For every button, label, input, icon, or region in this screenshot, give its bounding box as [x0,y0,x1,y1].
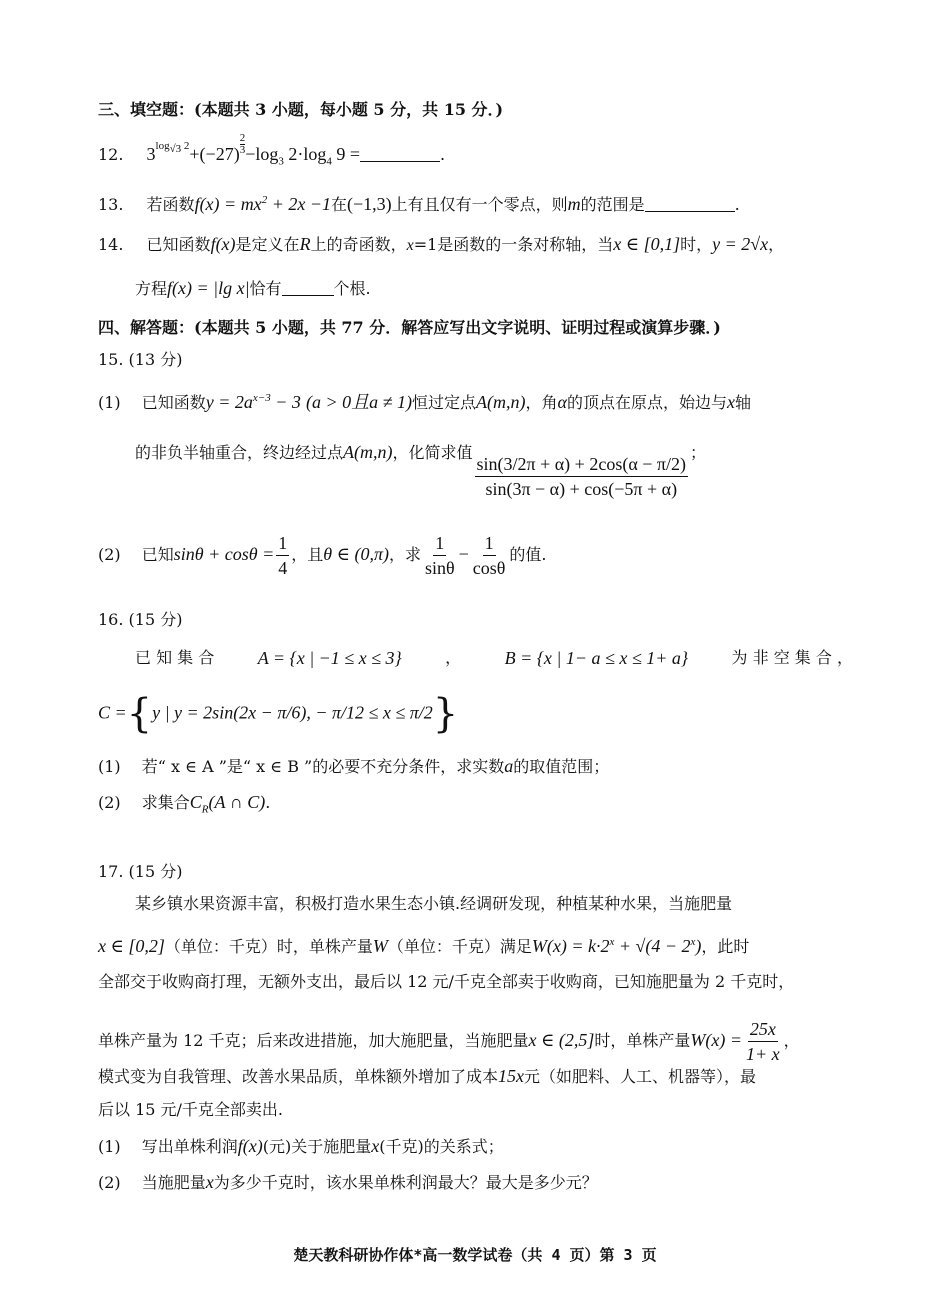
q15-part-2 [98,532,546,579]
q15-p2-text-4: 的值. [509,545,547,564]
q13-answer-blank[interactable] [645,195,735,212]
q17-l2-formula-exp2: x [690,936,696,948]
q15-p2-frac-2-num: 1 [483,532,496,556]
q16-p1-a: a [504,756,514,776]
q16-part-2 [98,792,270,820]
q13-end: . [734,195,740,214]
q15-p1-func-rest: − 3 [270,392,301,412]
q17-line-5 [98,1066,756,1087]
q16-part-1 [98,756,609,777]
q15-p1-fraction [475,453,688,500]
q17-part-2 [98,1172,598,1193]
q17-p2-text-1: 当施肥量 [141,1173,206,1192]
q12-end: . [440,145,446,164]
q17-l4-num: 25x [748,1018,778,1042]
page-footer: 楚天教科研协作体*高一数学试卷（共 4 页）第 3 页 [293,1246,657,1264]
q16-line-1 [135,648,853,668]
q14-text-6: ， [768,235,785,254]
q13-square: 2 [261,194,268,206]
q12-exp-num: 2 [239,132,246,144]
q17-l2-formula-close: ) [695,936,702,956]
question-14 [98,234,784,256]
q14-text-4: =1是函数的一条对称轴，当 [413,235,614,254]
q12-expression [146,132,361,168]
q14-l2-text-1: 方程 [135,279,168,298]
q12-exp-sub: √3 [169,143,182,156]
question-12 [98,132,446,172]
q17-p1-x: x [371,1136,380,1156]
q12-number: 12. [98,145,124,164]
q16-left-brace: { [126,691,153,737]
q16-p2-sub-R: R [201,803,209,816]
q14-l2-text-3: 个根. [333,279,371,298]
q13-text-2: 在 [330,195,347,214]
q13-number: 13. [98,195,124,214]
q13-m: m [567,194,581,214]
q16-set-C-lhs: C = [98,702,127,723]
q17-p1-text-1: 写出单株利润 [141,1137,238,1156]
q17-line-4 [98,1018,800,1065]
q15-p2-text-1: 已知 [141,545,174,564]
q15-p2-den: 4 [278,558,288,578]
q17-l2-W: W [372,936,388,956]
q17-l2-x-range: x ∈ [0,2] [98,936,165,956]
q17-line-6: 后以 15 元/千克全部卖出. [98,1100,284,1119]
q15-p1-point: A(m,n) [476,392,526,412]
q17-l5-cost: 15x [498,1066,525,1086]
q17-l2-formula [532,936,702,956]
q14-answer-blank[interactable] [282,279,334,296]
q13-text-3: 上有且仅有一个零点，则 [391,195,568,214]
q13-text-4: 的范围是 [580,195,645,214]
q15-p1-label: (1) [98,393,121,412]
section-3-title: 三、填空题：(本题共 3 小题，每小题 5 分，共 15 分．) [98,100,504,119]
q16-p2-C: C [189,792,202,812]
q17-l4-text-1: 单株产量为 12 千克；后来改进措施，加大施肥量，当施肥量 [98,1031,529,1050]
q17-l2-text-2: （单位：千克）满足 [387,937,532,956]
q13-func-rest: + 2x −1 [267,194,331,214]
q17-l2-text-1: （单位：千克）时，单株产量 [164,937,373,956]
q12-base: 3 [146,144,156,164]
q15-p1-fraction-denominator: sin(3π − α) + cos(−5π + α) [485,479,678,499]
q17-l4-x-range: x ∈ (2,5] [528,1030,595,1050]
q15-p1-condition: (a > 0且a ≠ 1) [305,392,412,412]
q14-number: 14. [98,235,124,254]
q15-p2-frac-1-num: 1 [433,532,446,556]
q17-line-3: 全部交于收购商打理，无额外支出，最后以 12 元/千克全部卖于收购商，已知施肥量为 2 千克时， [98,972,795,991]
question-13 [98,190,740,215]
q17-p1-text-2: (元)关于施肥量 [262,1137,372,1156]
q17-line-1: 某乡镇水果资源丰富，积极打造水果生态小镇.经调研发现，种植某种水果，当施肥量 [135,894,733,913]
q12-tail-sub1: 3 [278,155,284,168]
q12-exp: log [155,140,170,152]
q16-l1-text-2: ， [445,648,462,667]
q12-tail: −log [245,144,279,164]
q15-p2-equation: sinθ + cosθ = [173,544,275,564]
q17-l2-formula-a: W(x) = k·2 [531,936,610,956]
q12-exp-arg: 2 [183,140,190,152]
q15-p1-alpha: α [557,392,567,412]
q15-p2-label: (2) [98,545,121,564]
q17-l2-text-3: ，此时 [701,937,750,956]
q17-l4-fraction [744,1018,782,1065]
q15-p1-exp: x−3 [252,392,271,404]
q17-p2-x: x [205,1172,214,1192]
q14-y: y = 2√x [712,234,769,254]
q14-text-1: 已知函数 [146,235,211,254]
q17-p2-label: (2) [98,1173,121,1192]
q17-header: 17. (15 分) [98,862,183,881]
q16-p2-expression [189,792,266,816]
q16-p2-expr-rest: (A ∩ C) [208,792,266,812]
q17-l5-text-2: 元（如肥料、人工、机器等），最 [524,1067,757,1086]
q15-p1-l2-text-1: 的非负半轴重合，终边经过点 [135,443,344,462]
q15-p2-frac-2-den: cosθ [472,558,506,578]
q15-p2-text-3: ，求 [388,545,421,564]
q14-x: x [406,237,414,254]
q16-set-B: B = {x | 1− a ≤ x ≤ 1+ a} [504,648,689,668]
q16-p2-label: (2) [98,793,121,812]
q12-exp-den: 3 [239,144,246,156]
q16-p1-label: (1) [98,757,121,776]
q14-text-3: 上的奇函数， [310,235,407,254]
q15-p1-func: y = 2a [205,392,253,412]
q17-line-2 [98,932,749,957]
q16-l1-text-1: 已 知 集 合 [135,648,215,667]
q12-tail-mid: 2·log [283,144,327,164]
q15-p1-l2-point: A(m,n) [343,442,393,462]
section-4-title: 四、解答题：(本题共 5 小题，共 77 分．解答应写出文字说明、证明过程或演算步骤．) [98,318,721,337]
q17-l2-formula-b: + √(4 − 2 [614,936,691,956]
q12-tail-end: 9 = [331,144,361,164]
q14-equation: f(x) = |lg x| [167,278,250,298]
q16-p1-text: 若“ x ∈ A ”是“ x ∈ B ”的必要不充分条件，求实数 [141,757,505,776]
q16-p1-end: 的取值范围； [513,757,610,776]
q15-part-1 [98,388,751,413]
q15-p2-frac-1 [423,532,457,579]
q15-p1-l2-end: ； [690,443,707,462]
q16-set-C-line [98,691,459,737]
q15-p2-num: 1 [276,532,289,556]
q16-right-brace: } [432,691,459,737]
q14-l2-text-2: 恰有 [249,279,282,298]
question-14-line-2 [135,278,371,299]
q13-interval: (−1,3) [347,194,392,214]
q15-p1-l2-text-2: ，化简求值 [392,443,473,462]
q14-text-5: 时， [680,235,713,254]
q16-set-C-body: y | y = 2sin(2x − π/6), − π/12 ≤ x ≤ π/2 [152,702,433,723]
q17-l4-end: ， [783,1031,800,1050]
q17-l4-W: W(x) = [690,1030,742,1050]
q15-p2-condition: θ ∈ (0,π) [323,544,389,564]
q16-header: 16. (15 分) [98,610,183,629]
q15-p2-minus: − [458,544,469,564]
q14-fx: f(x) [210,234,236,254]
q13-func: f(x) = mx [194,194,262,214]
q17-l2-formula-exp: x [609,936,615,948]
q16-p2-text: 求集合 [141,793,190,812]
q15-header: 15. (13 分) [98,350,183,369]
q17-l4-den: 1+ x [746,1044,780,1064]
q15-p1-fraction-numerator: sin(3/2π + α) + 2cos(α − π/2) [475,453,688,477]
q15-p1-text-3: ，角 [525,393,558,412]
q12-tail-sub2: 4 [326,155,332,168]
q14-condition: x ∈ [0,1] [613,234,681,254]
q14-text-2: 是定义在 [235,235,300,254]
q16-p2-end: . [265,793,271,812]
q17-p1-f: f(x) [237,1136,263,1156]
q16-set-A: A = {x | −1 ≤ x ≤ 3} [257,648,402,668]
q17-p1-text-3: (千克)的关系式； [379,1137,504,1156]
q17-l4-text-2: 时，单株产量 [594,1031,691,1050]
q17-part-1 [98,1136,504,1157]
q17-p2-text-2: 为多少千克时，该水果单株利润最大？最大是多少元？ [213,1173,598,1192]
q15-p1-text-1: 已知函数 [141,393,206,412]
q16-l1-text-3: 为 非 空 集 合 ， [731,648,853,667]
q13-function [195,194,331,214]
q15-p2-text-2: ，且 [291,545,324,564]
q15-p1-text-4: 的顶点在原点，始边与 [566,393,727,412]
q17-p1-label: (1) [98,1137,121,1156]
q15-p1-text-5: 轴 [734,393,751,412]
q17-l5-text-1: 模式变为自我管理、改善水果品质，单株额外增加了成本 [98,1067,499,1086]
q12-answer-blank[interactable] [360,145,440,162]
q15-p1-text-2: 恒过定点 [412,393,477,412]
q13-text-1: 若函数 [146,195,195,214]
q14-R: R [299,234,311,254]
q15-p1-function [206,392,301,412]
q15-p2-frac-1-den: sinθ [424,558,455,578]
q15-p1-x: x [726,392,735,412]
q15-part-1-line-2 [135,442,706,500]
q12-mid: +(−27) [189,144,240,164]
q15-p2-quarter [276,532,289,579]
q15-p2-frac-2 [471,532,508,579]
